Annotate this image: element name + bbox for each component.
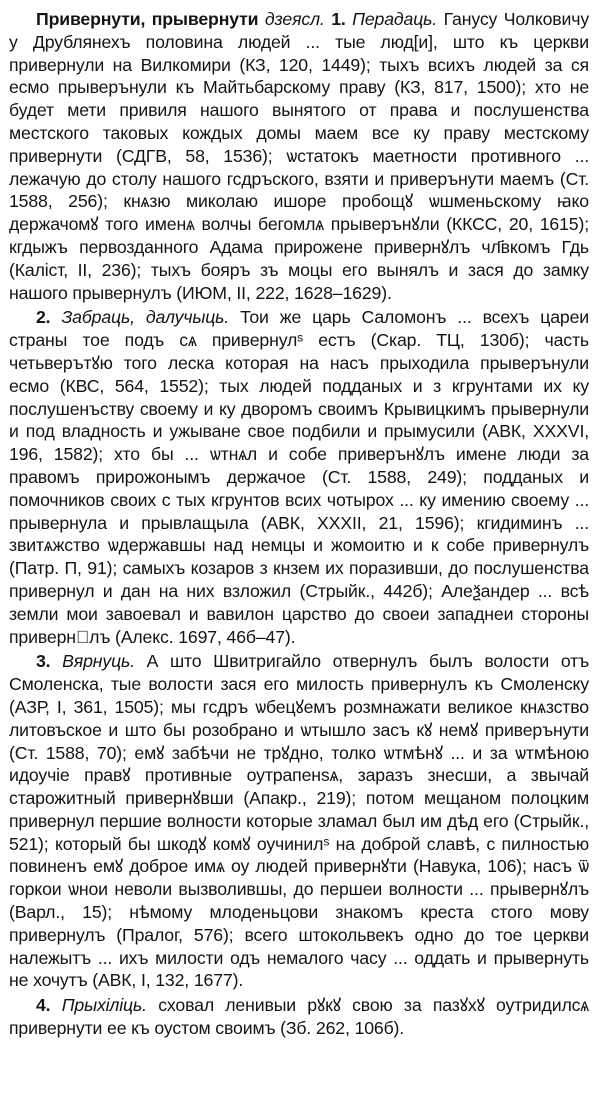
entry-sense-4 xyxy=(9,994,589,1040)
entry-headword: Привернути, прывернути xyxy=(36,9,259,29)
sense-citations: Тои же царь Саломонъ ... всехъ цареи страны тое подъ сѧ привернулˢ естъ (Скар. ТЦ, 130б); часть четьверътꙋю того леска которая на насъ прыходила прыверънули есмо (КВС, 564, 1552); тых людей подданых и з кгрунтами их ку послушенъству своему и ку дворомъ своимъ Крывицкимъ прывернули и под владность и ужыване свое подбили и прымусили (АВК, XXXVI, 196, 1582); хто бы ... ѡтнѧл и собе приверънꙋлъ имене люди за правомъ прирожонымъ держачое (Ст. 1588, 249); подданых и помочников своих с тых кгрунтов всих чотырох ... ку имению своему ... прывернула и прывлащыла (АВК, XXXII, 21, 1596); кгидиминъ ... звитѧжство ѡдержавшы над немцы и жомоитю и к собе привернулъ (Патр. П, 91); самыхъ козаров з кнзем их поразивши, до послушенства привернул и дан на них взложил (Стрыйк., 442б); Алеѯандер ... всѣ земли мои завоевал и вавилон царство до своеи западнеи стороны приверн꙽лъ (Алекс. 1697, 46б–47). xyxy=(9,307,589,647)
sense-gloss: Перадаць. xyxy=(352,9,438,29)
entry-sense-1 xyxy=(9,8,589,304)
sense-number: 1. xyxy=(331,9,346,29)
sense-citations: сховал ленивыи рꙋкꙋ свою за пазꙋхꙋ оутридилсѧ привернути ее къ оустом своимъ (Зб. 262, 106б). xyxy=(9,995,589,1039)
sense-citations: А што Швитригайло отвернулъ былъ волости отъ Смоленска, тые волости зася его милость привернулъ къ Смоленску (АЗР, I, 361, 1505); мы гсдръ ѡбецꙋемъ розмнажати великое кнѧзство литовъское и што бы розобрано и ѡтышло засъ кꙋ немꙋ приверънути (Ст. 1588, 70); емꙋ забѣчи не трꙋдно, толко ѡтмѣнꙋ ... и за ѡтмѣною идоучіе правꙋ противные оутрапенѕѧ, заразъ знесши, а звычай старожитный привернꙋвши (Апакр., 219); потом мещаном полоцким привернул першие волности которые зламал был им дѣд его (Стрыйк., 521); который бы шкодꙋ комꙋ оучинилˢ на доброй славѣ, с пилностью повиненъ емꙋ доброе имѧ оу людей привернꙋти (Навука, 106); насъ ѿ горкои ѡнои неволи вызволившы, до першеи волности ... прывернꙋлъ (Варл., 15); нѣмому млоденьцови знакомъ креста стого мову привернулъ (Пралог, 576); всего штокольвекъ одно до тое церкви належытъ ... ихъ милости одъ немалого часу ... оддать и прывернуть не хочутъ (АВК, I, 132, 1677). xyxy=(9,651,589,991)
part-of-speech: дзеясл. xyxy=(264,9,325,29)
sense-number: 4. xyxy=(36,995,51,1016)
sense-gloss: Забраць, далучыць. xyxy=(61,307,230,328)
sense-number: 3. xyxy=(36,651,51,672)
sense-number: 2. xyxy=(36,307,51,328)
sense-citations: Ганусу Чолковичу у Друблянехъ половина людей ... тые люд[и], што къ церкви привернули на Вилкомири (КЗ, 120, 1449); тыхъ всихъ людей за ся есмо прыверънули къ Майтьбарскому праву (КЗ, 817, 1500); хто не будет мети привиля нашого вынятого от права и послушенства местского таковых кождых домы маем все ку праву местскому привернути (СДГВ, 58, 1536); ѡстатокъ маетности противного ... лежачую до столу нашого гсдръского, взяти и приверънути маемъ (Ст. 1588, 256); кнѧзю миколаю ишоре пробощꙋ ѡшменьскому ꙗко держачомꙋ того именѧ волчы бегомлѧ прыверънꙋли (ККСС, 20, 1615); кгдыжъ первозданного Адама прирожене привернꙋлъ чл҃вкомъ Гдь (Каліст, II, 236); тыхъ бояръ зъ моцы его вынялъ и зася до замку нашого прывернулъ (ИЮМ, II, 222, 1628–1629). xyxy=(9,9,590,303)
entry-sense-3 xyxy=(9,650,589,992)
entry-sense-2 xyxy=(9,306,589,648)
sense-gloss: Вярнуць. xyxy=(62,651,135,672)
sense-gloss: Прыхіліць. xyxy=(61,995,147,1016)
